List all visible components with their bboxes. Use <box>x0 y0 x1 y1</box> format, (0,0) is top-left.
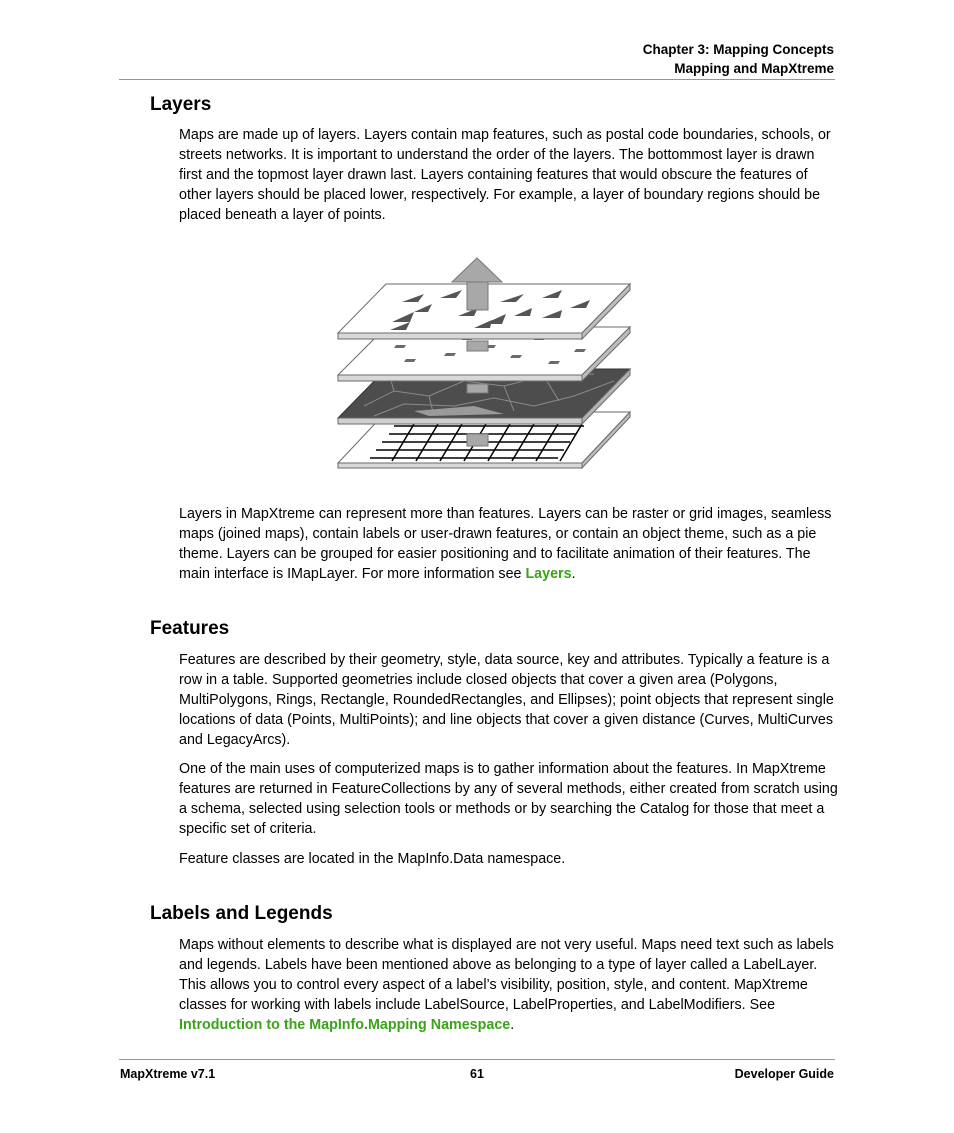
heading-labels-legends: Labels and Legends <box>150 903 333 924</box>
footer-guide: Developer Guide <box>734 1067 834 1081</box>
layers-paragraph-2-end: . <box>571 566 576 582</box>
header-chapter: Chapter 3: Mapping Concepts <box>642 42 834 57</box>
header-rule <box>119 79 835 80</box>
heading-features: Features <box>150 618 230 639</box>
layers-diagram <box>334 256 634 472</box>
labels-paragraph-1 <box>179 935 839 1035</box>
running-header <box>643 40 834 78</box>
footer-product: MapXtreme v7.1 <box>120 1067 216 1081</box>
labels-paragraph-1-text: Maps without elements to describe what is displayed are not very useful. Maps need text such as labels and legends. Labels have been mentioned above as belonging to a type of layer called a LabelLayer. This allows you to control every aspect of a label’s visibility, position, style, and content. MapXtreme classes for working with labels include LabelSource, LabelProperties, and LabelModifiers. See <box>179 937 834 1013</box>
labels-paragraph-1-end: . <box>510 1017 515 1033</box>
layers-paragraph-2-text: Layers in MapXtreme can represent more than features. Layers can be raster or grid images, seamless maps (joined maps), contain labels or user-drawn features, or contain an object theme, such as a pie theme. Layers can be grouped for easier positioning and to facilitate animation of their features. The main interface is IMapLayer. For more information see <box>179 506 832 582</box>
layers-paragraph-2 <box>179 504 839 584</box>
footer-page-number: 61 <box>470 1067 484 1081</box>
mapping-namespace-link[interactable]: Introduction to the MapInfo.Mapping Namespace <box>179 1017 511 1033</box>
features-paragraph-1: Features are described by their geometry, style, data source, key and attributes. Typically a feature is a row in a table. Supported geometries include closed objects that cover a given area (Polygons, MultiPolygons, Rings, Rectangle, RoundedRectangles, and Ellipses); point objects that represent single locations of data (Points, MultiPoints); and line objects that cover a given distance (Curves, MultiCurves and LegacyArcs). <box>179 652 834 748</box>
header-section: Mapping and MapXtreme <box>674 61 834 76</box>
heading-layers: Layers <box>150 94 212 115</box>
layers-paragraph-1: Maps are made up of layers. Layers contain map features, such as postal code boundaries, schools, or streets networks. It is important to understand the order of the layers. The bottommost layer is drawn first and the topmost layer drawn last. Layers containing features that would obscure the features of other layers should be placed lower, respectively. For example, a layer of boundary regions should be placed beneath a layer of points. <box>179 127 831 223</box>
features-paragraph-3: Feature classes are located in the MapInfo.Data namespace. <box>179 851 566 867</box>
features-paragraph-2: One of the main uses of computerized maps is to gather information about the features. In MapXtreme features are returned in FeatureCollections by any of several methods, either created from scratch using a schema, selected using selection tools or methods or by searching the Catalog for those that meet a specific set of criteria. <box>179 761 838 837</box>
footer-rule <box>119 1059 835 1060</box>
layers-link[interactable]: Layers <box>525 566 572 582</box>
